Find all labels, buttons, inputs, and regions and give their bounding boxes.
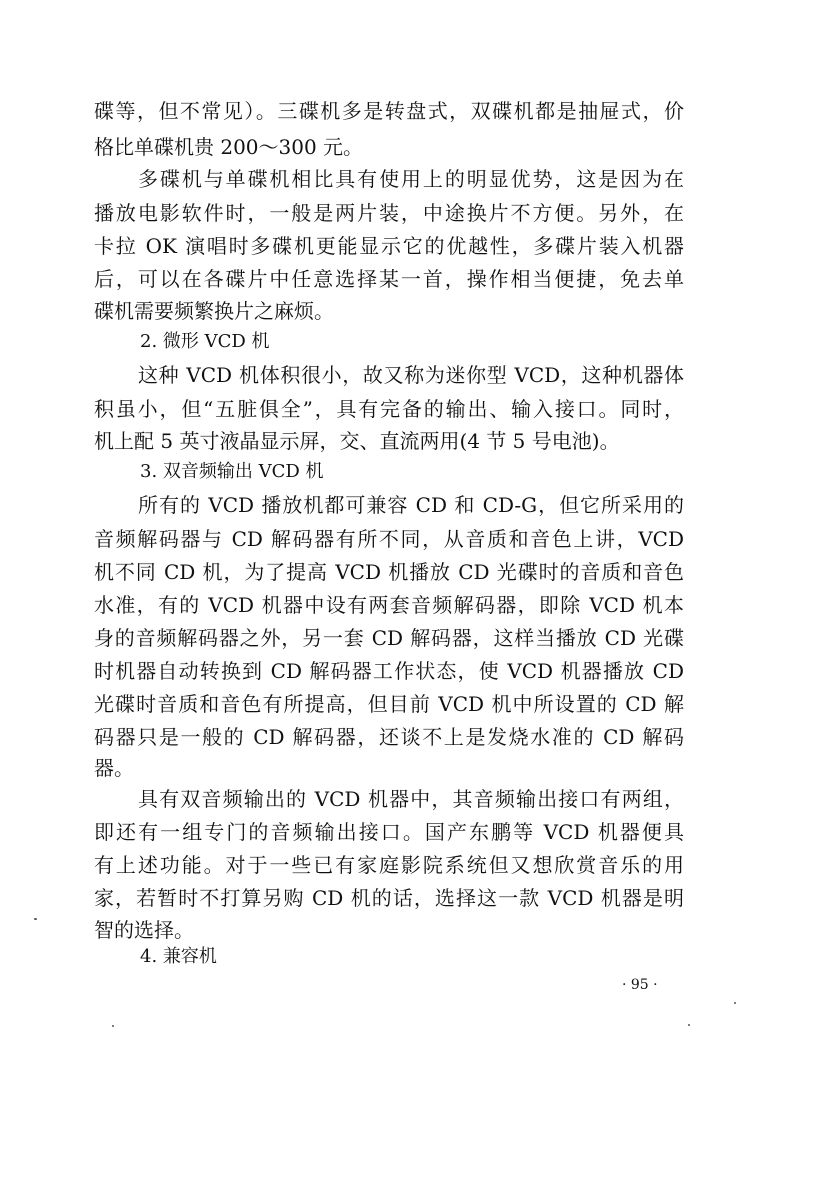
paragraph-line: 家，若暂时不打算另购 CD 机的话，选择这一款 VCD 机器是明 <box>94 886 684 910</box>
paragraph-line: 身的音频解码器之外，另一套 CD 解码器，这样当播放 CD 光碟 <box>94 626 684 650</box>
paragraph-line: 所有的 VCD 播放机都可兼容 CD 和 CD-G，但它所采用的 <box>138 493 684 517</box>
paragraph-line: 智的选择。 <box>94 918 194 942</box>
paragraph-line: 水准，有的 VCD 机器中设有两套音频解码器，即除 VCD 机本 <box>94 593 684 617</box>
scan-speck <box>688 1024 690 1026</box>
scan-speck <box>34 918 37 920</box>
paragraph-line: 卡拉 OK 演唱时多碟机更能显示它的优越性，多碟片装入机器 <box>94 234 684 258</box>
paragraph-line: 音频解码器与 CD 解码器有所不同，从音质和音色上讲，VCD <box>94 527 684 551</box>
paragraph-line: 多碟机与单碟机相比具有使用上的明显优势，这是因为在 <box>138 167 684 191</box>
page-number: · 95 · <box>622 977 658 993</box>
paragraph-line: 积虽小，但“五脏俱全”，具有完备的输出、输入接口。同时， <box>94 397 684 421</box>
scan-speck <box>112 1025 114 1027</box>
paragraph-line: 器。 <box>94 756 134 780</box>
paragraph-line: 格比单碟机贵 200～300 元。 <box>94 135 364 159</box>
scan-speck <box>734 1002 736 1004</box>
paragraph-line: 光碟时音质和音色有所提高，但目前 VCD 机中所设置的 CD 解 <box>94 692 684 716</box>
paragraph-line: 后，可以在各碟片中任意选择某一首，操作相当便捷，免去单 <box>94 267 684 291</box>
paragraph-line: 机不同 CD 机，为了提高 VCD 机播放 CD 光碟时的音质和音色 <box>94 560 684 584</box>
paragraph-line: 有上述功能。对于一些已有家庭影院系统但又想欣赏音乐的用 <box>94 853 684 877</box>
section-heading: 2. 微形 VCD 机 <box>140 331 270 352</box>
paragraph-line: 机上配 5 英寸液晶显示屏，交、直流两用(4 节 5 号电池)。 <box>94 429 620 453</box>
paragraph-line: 这种 VCD 机体积很小，故又称为迷你型 VCD，这种机器体 <box>138 363 684 387</box>
paragraph-line: 碟等，但不常见）。三碟机多是转盘式，双碟机都是抽屉式，价 <box>94 99 684 123</box>
paragraph-line: 具有双音频输出的 VCD 机器中，其音频输出接口有两组， <box>138 787 684 811</box>
paragraph-line: 时机器自动转换到 CD 解码器工作状态，使 VCD 机器播放 CD <box>94 659 684 683</box>
section-heading: 3. 双音频输出 VCD 机 <box>140 461 324 482</box>
paragraph-line: 碟机需要频繁换片之麻烦。 <box>94 299 334 323</box>
paragraph-line: 播放电影软件时，一般是两片装，中途换片不方便。另外，在 <box>94 201 684 225</box>
section-heading: 4. 兼容机 <box>140 946 217 967</box>
paragraph-line: 即还有一组专门的音频输出接口。国产东鹏等 VCD 机器便具 <box>94 820 684 844</box>
paragraph-line: 码器只是一般的 CD 解码器，还谈不上是发烧水准的 CD 解码 <box>94 725 684 749</box>
